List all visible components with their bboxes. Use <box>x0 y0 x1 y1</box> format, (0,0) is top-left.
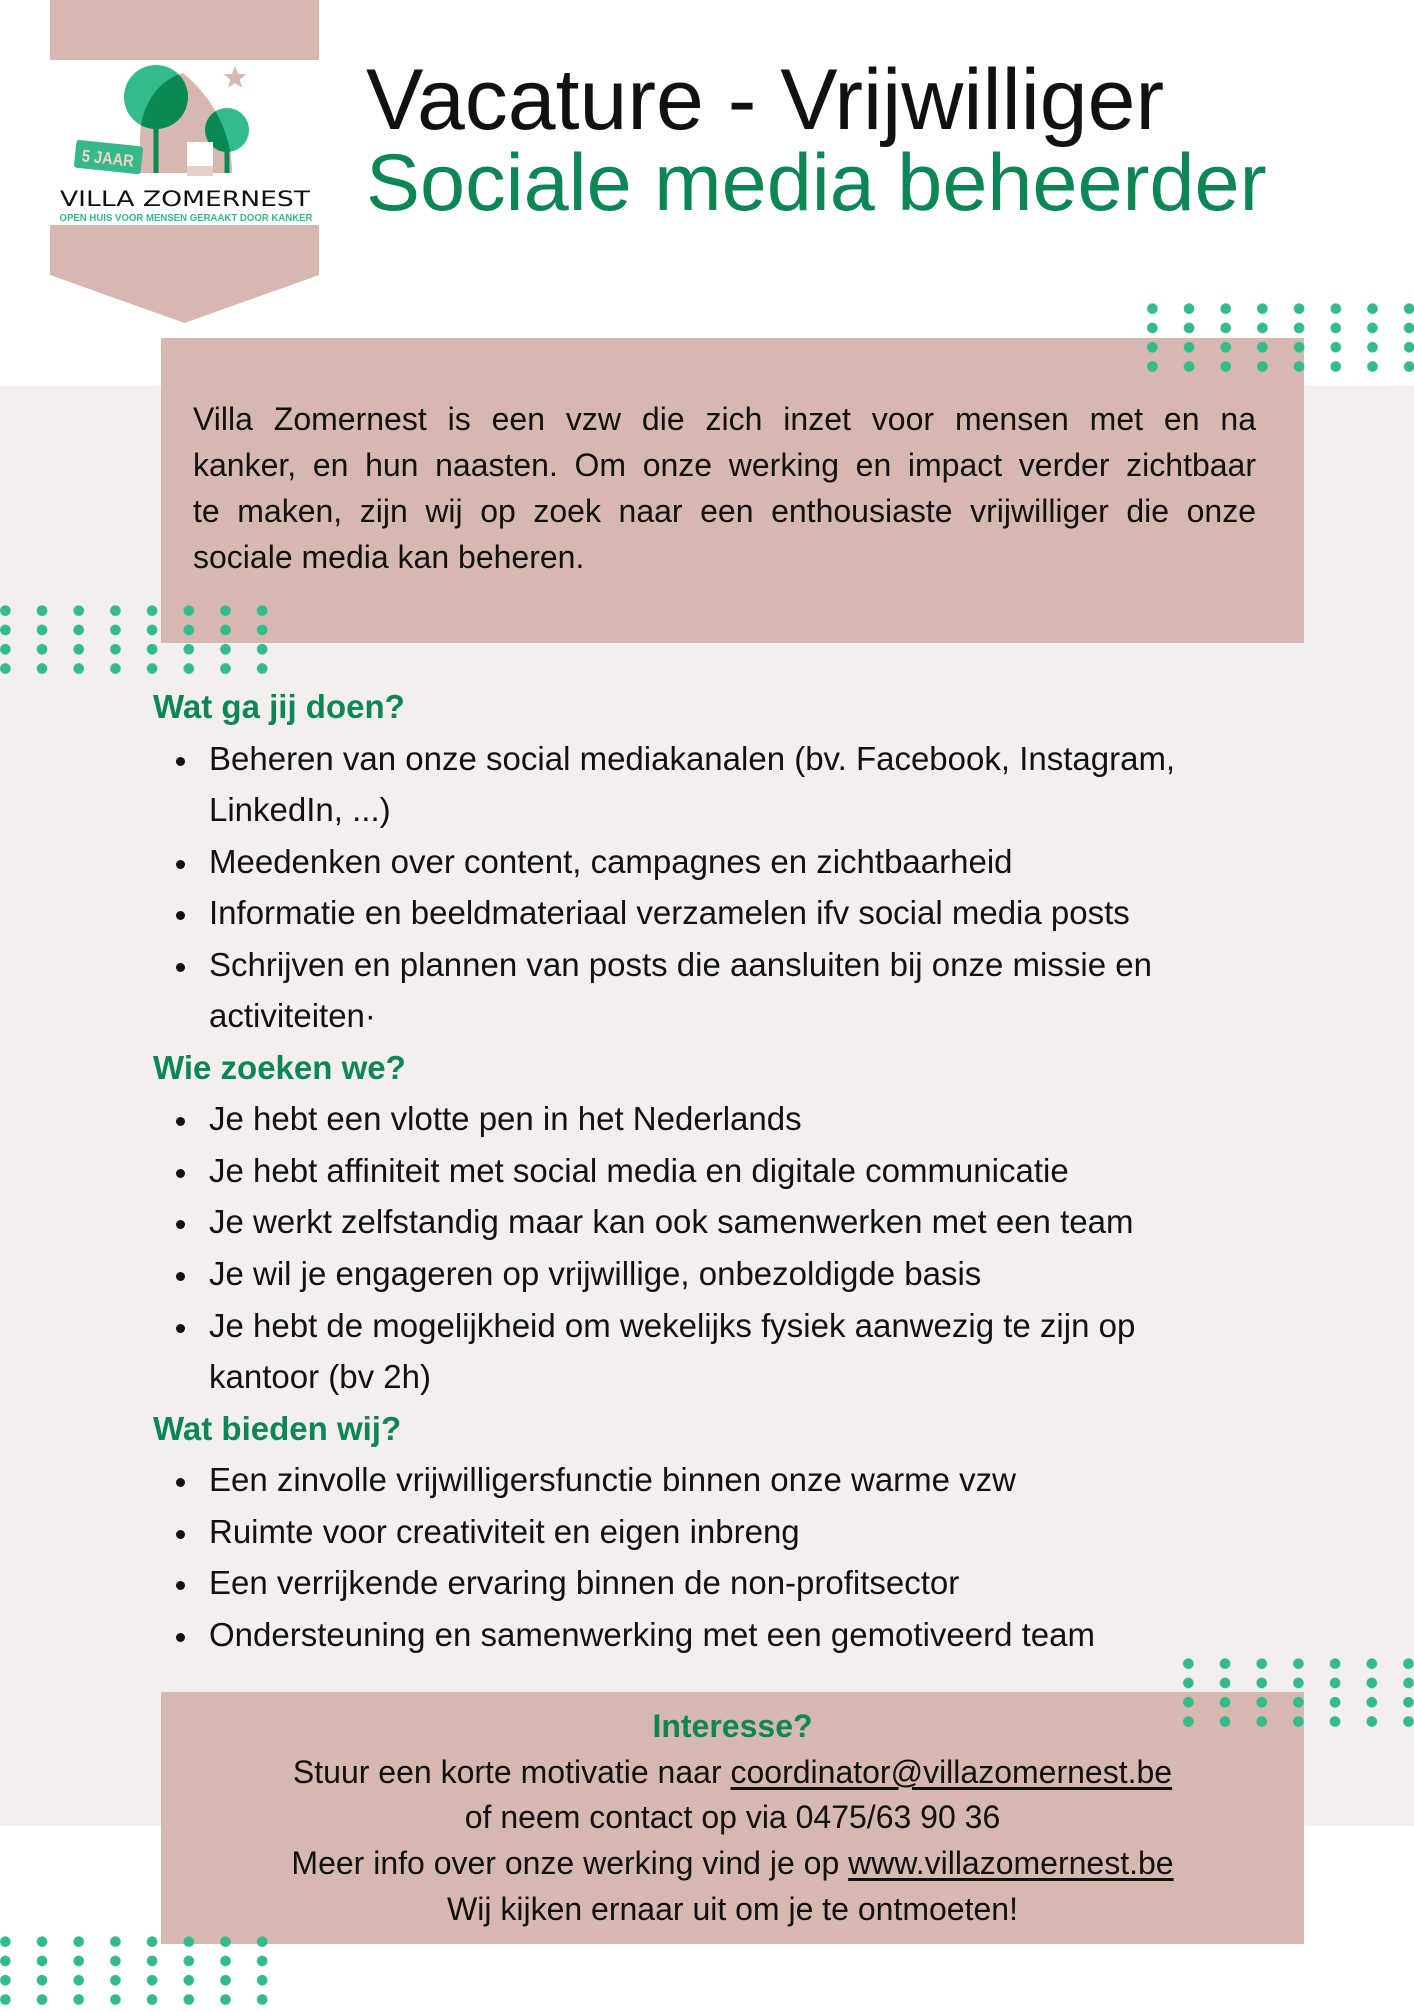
intro-line: te maken, zijn wij op zoek naar een enthousiaste vrijwilliger die onze <box>193 493 1256 529</box>
bullet-icon <box>176 1272 185 1281</box>
list-item-text: Je hebt affiniteit met social media en digitale communicatie <box>209 1151 1069 1189</box>
list-item-text: Informatie en beeldmateriaal verzamelen ifv social media posts <box>209 894 1130 932</box>
list-item <box>0 1300 1414 1352</box>
bullet-icon <box>176 1169 185 1178</box>
email-link[interactable]: coordinator@villazomernest.be <box>730 1753 1173 1790</box>
bullet-icon <box>176 1478 185 1487</box>
logo-tagline: OPEN HUIS VOOR MENSEN GERAAKT DOOR KANKER <box>59 213 314 224</box>
list-item-text: Schrijven en plannen van posts die aansluiten bij onze missie en <box>209 945 1152 983</box>
list-item-continuation <box>0 990 1414 1042</box>
intro-line: kanker, en hun naasten. Om onze werking en impact verder zichtbaar <box>193 447 1256 483</box>
page-title: Vacature - Vrijwilliger <box>366 52 1165 148</box>
bullet-icon <box>176 1324 185 1333</box>
list-item-text: Ondersteuning en samenwerking met een gemotiveerd team <box>209 1615 1095 1653</box>
list-item-text: Beheren van onze social mediakanalen (bv. Facebook, Instagram, <box>209 739 1176 777</box>
closing-line: Wij kijken ernaar uit om je te ontmoeten! <box>447 1890 1018 1927</box>
section-heading-text: Wat bieden wij? <box>153 1409 402 1447</box>
logo-name: VILLA ZOMERNEST <box>60 187 311 211</box>
job-details <box>0 681 1414 1660</box>
intro-line: Villa Zomernest is een vzw die zich inzet voor mensen met en na <box>193 401 1256 437</box>
dot-pattern-bottom-right <box>1170 1654 1414 1731</box>
list-item-text: Meedenken over content, campagnes en zichtbaarheid <box>209 842 1013 880</box>
door-icon <box>187 142 213 166</box>
intro-paragraph <box>193 396 1256 580</box>
list-item <box>0 1093 1414 1145</box>
list-item <box>0 1145 1414 1197</box>
list-item <box>0 1609 1414 1661</box>
list-item <box>0 1248 1414 1300</box>
contact-heading: Interesse? <box>652 1708 813 1744</box>
list-item-text: LinkedIn, ...) <box>209 791 391 829</box>
contact-website-line <box>161 1841 1304 1887</box>
list-item <box>0 1454 1414 1506</box>
bullet-icon <box>176 963 185 972</box>
bullet-icon <box>176 757 185 766</box>
dot-pattern-top-left <box>0 601 280 678</box>
contact-email-line <box>161 1750 1304 1796</box>
list-item <box>0 887 1414 939</box>
list-item <box>0 939 1414 991</box>
section-heading-tasks <box>0 681 1414 733</box>
list-item-text: Je hebt de mogelijkheid om wekelijks fysiek aanwezig te zijn op <box>209 1306 1136 1344</box>
list-item <box>0 1196 1414 1248</box>
badge-text: 5 JAAR <box>80 146 144 172</box>
list-item <box>0 836 1414 888</box>
section-heading-text: Wie zoeken we? <box>153 1048 406 1086</box>
dot-pattern-bottom-left <box>0 1932 280 2012</box>
list-item <box>0 1506 1414 1558</box>
list-item-text: kantoor (bv 2h) <box>209 1358 431 1396</box>
contact-website-prefix: Meer info over onze werking vind je op <box>291 1845 849 1882</box>
bullet-icon <box>176 860 185 869</box>
list-item <box>0 1557 1414 1609</box>
logo-banner <box>50 0 319 323</box>
section-heading-profile <box>0 1042 1414 1094</box>
list-item-text: Je werkt zelfstandig maar kan ook samenwerken met een team <box>209 1203 1134 1241</box>
contact-phone-line: of neem contact op via 0475/63 90 36 <box>464 1799 1001 1836</box>
list-item-text: Een verrijkende ervaring binnen de non-profitsector <box>209 1564 960 1602</box>
page-subtitle: Sociale media beheerder <box>366 138 1267 228</box>
list-item-text: Je hebt een vlotte pen in het Nederlands <box>209 1100 802 1138</box>
website-link[interactable]: www.villazomernest.be <box>848 1845 1174 1882</box>
section-heading-text: Wat ga jij doen? <box>153 688 405 725</box>
intro-line: sociale media kan beheren. <box>193 539 585 575</box>
list-item-text: Een zinvolle vrijwilligersfunctie binnen onze warme vzw <box>209 1461 1017 1499</box>
bullet-icon <box>176 1633 185 1642</box>
dot-pattern-top-right <box>1134 299 1414 376</box>
section-heading-offer <box>0 1403 1414 1455</box>
contact-email-prefix: Stuur een korte motivatie naar <box>292 1753 731 1790</box>
list-item-text: Ruimte voor creativiteit en eigen inbreng <box>209 1512 800 1550</box>
contact-section <box>161 1704 1304 1932</box>
list-item-continuation <box>0 784 1414 836</box>
list-item-continuation <box>0 1351 1414 1403</box>
list-item <box>0 733 1414 785</box>
bullet-icon <box>176 1530 185 1539</box>
bullet-icon <box>176 1117 185 1126</box>
bullet-icon <box>176 1220 185 1229</box>
bullet-icon <box>176 911 185 920</box>
bullet-icon <box>176 1581 185 1590</box>
list-item-text: Je wil je engageren op vrijwillige, onbezoldigde basis <box>209 1255 982 1293</box>
list-item-text: activiteiten· <box>209 997 376 1035</box>
